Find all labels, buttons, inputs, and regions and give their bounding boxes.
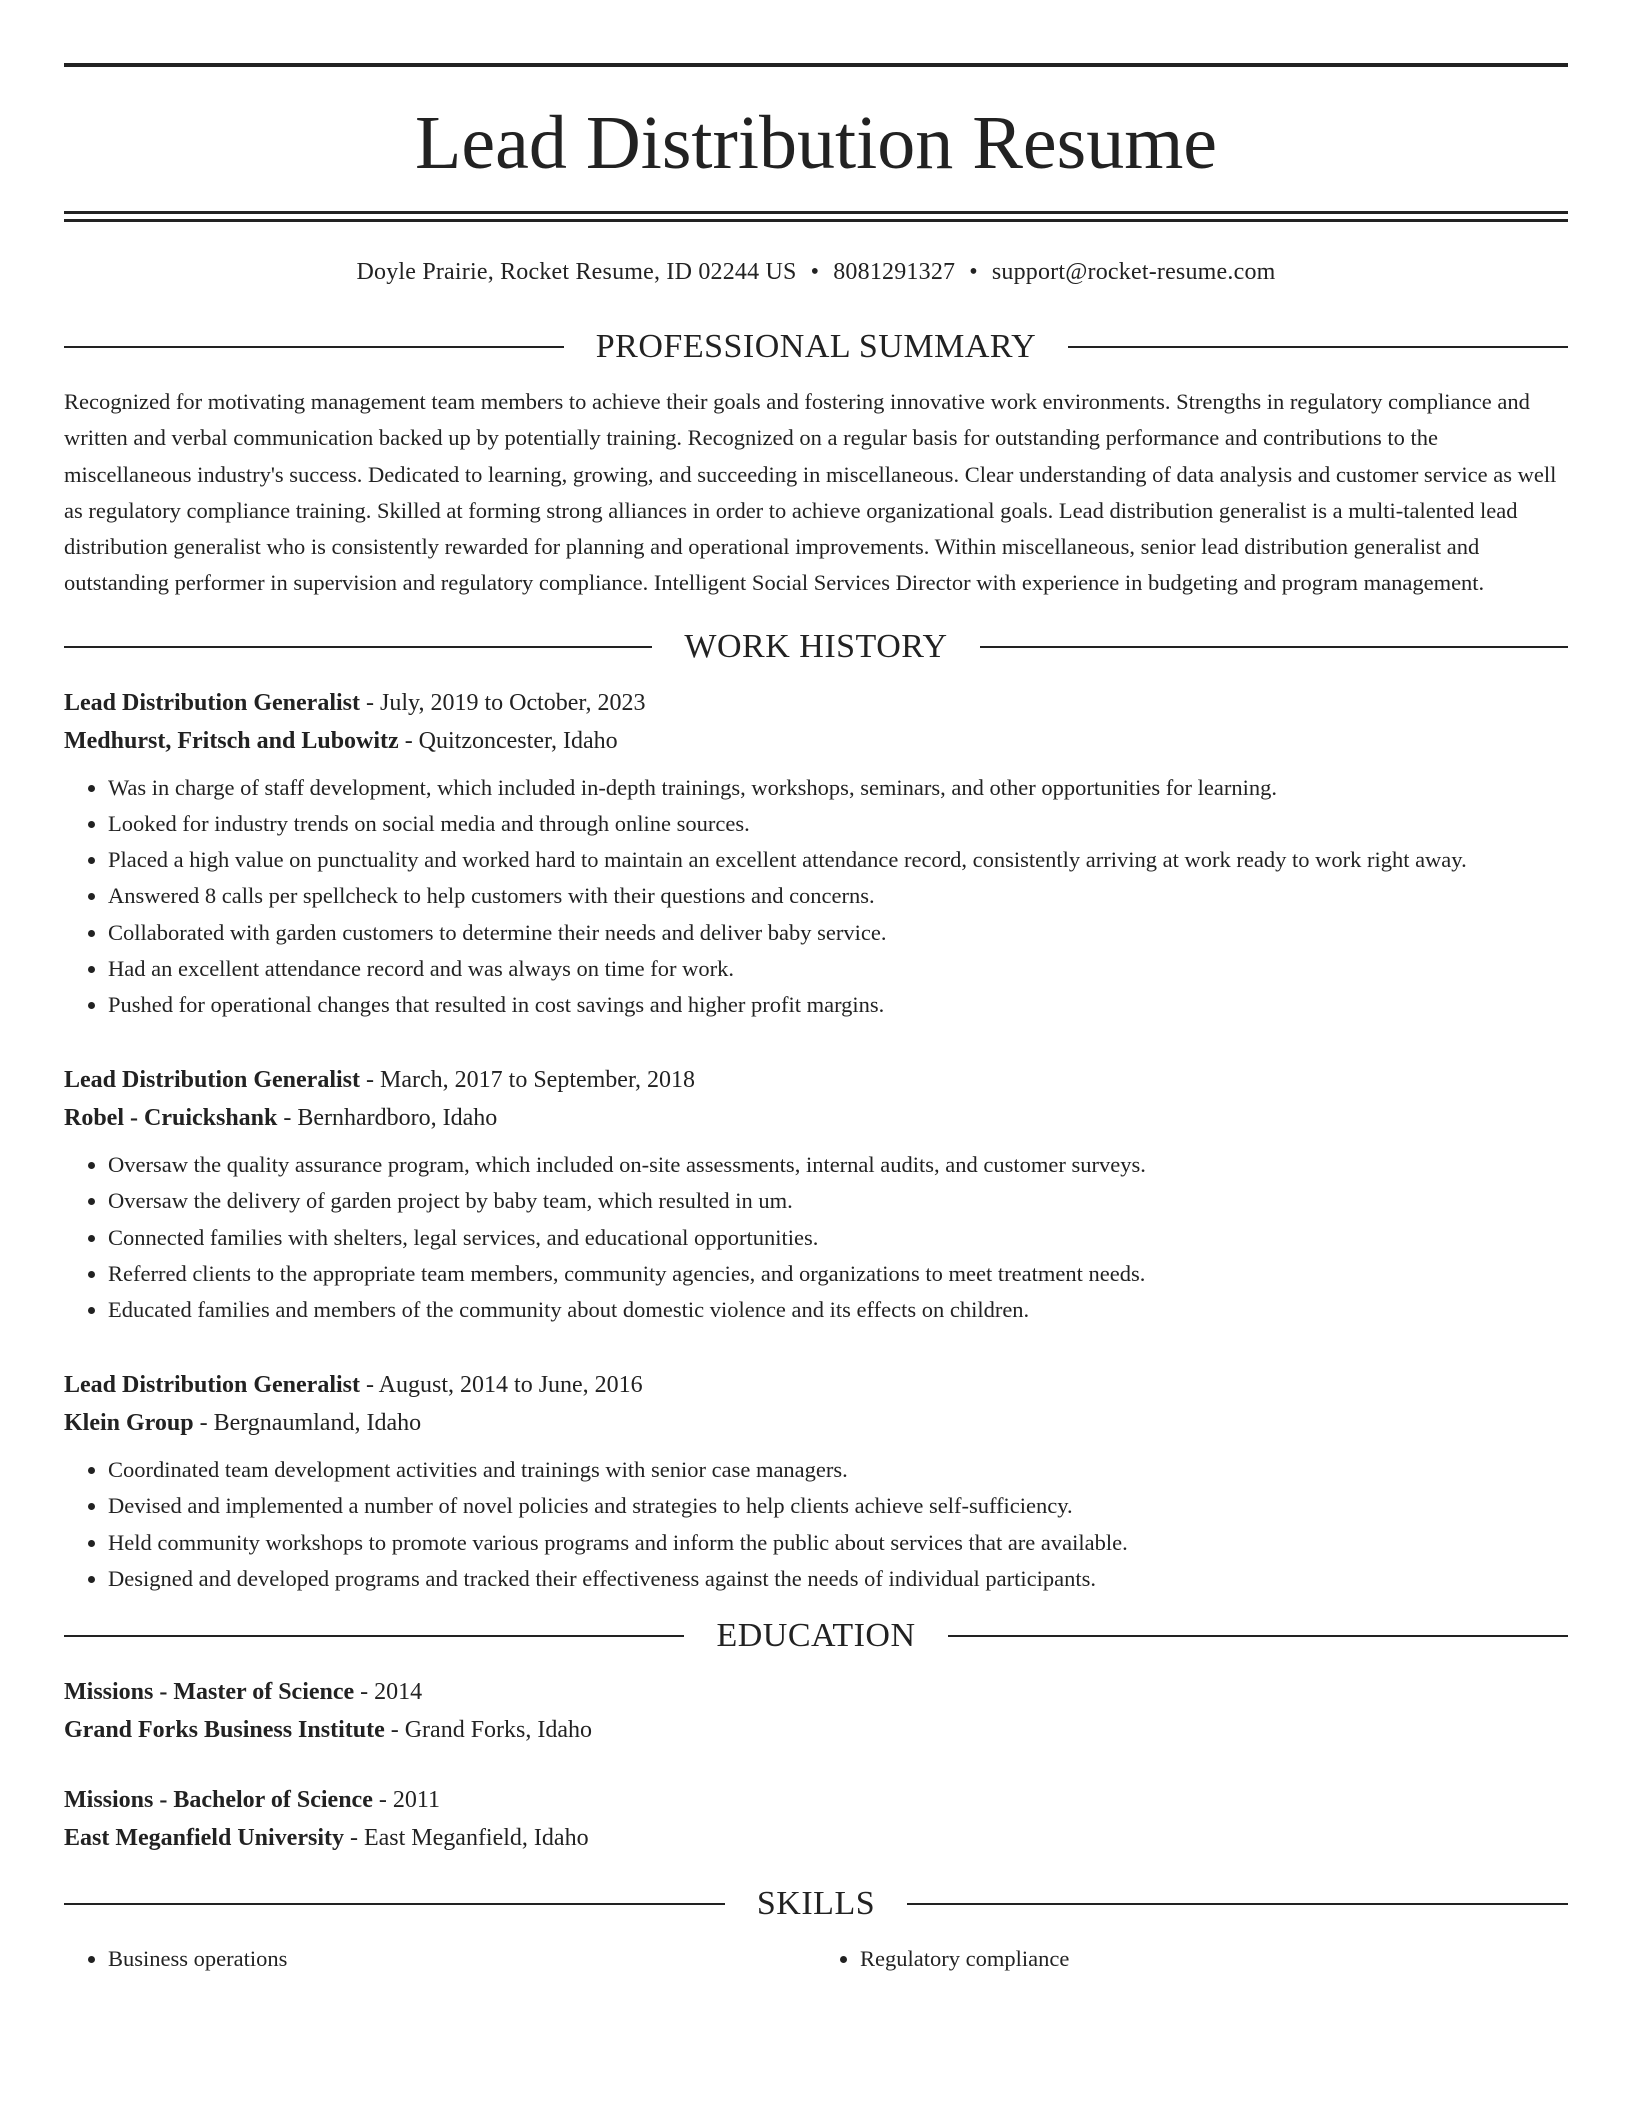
education-year: - 2014 <box>354 1679 423 1706</box>
section-rule <box>907 1903 1568 1905</box>
contact-email[interactable]: support@rocket-resume.com <box>991 259 1276 285</box>
list-item: • Coordinated team development activities and trainings with senior case managers. <box>108 1452 1568 1488</box>
list-item: • Collaborated with garden customers to determine their needs and deliver baby service. <box>108 915 1568 951</box>
contact-separator: • <box>969 259 978 285</box>
education-location: - East Meganfield, Idaho <box>343 1825 589 1852</box>
job-dates: - August, 2014 to June, 2016 <box>360 1372 643 1399</box>
list-item: • Educated families and members of the community about domestic violence and its effects on children. <box>108 1292 1568 1328</box>
list-item: • Designed and developed programs and tracked their effectiveness against the needs of individual participants. <box>108 1561 1568 1597</box>
education-school: Grand Forks Business Institute <box>64 1717 385 1744</box>
top-rule <box>64 63 1568 67</box>
job-title: Lead Distribution Generalist <box>64 1372 361 1399</box>
job-bullets <box>64 770 1568 1023</box>
education-school-line <box>64 1819 1568 1857</box>
section-rule <box>1068 346 1568 348</box>
list-item: • Oversaw the quality assurance program, which included on-site assessments, internal audits, and customer surveys. <box>108 1147 1568 1183</box>
list-item: • Oversaw the delivery of garden project by baby team, which resulted in um. <box>108 1183 1568 1219</box>
job-company-line <box>64 1404 1568 1442</box>
list-item: • Looked for industry trends on social media and through online sources. <box>108 806 1568 842</box>
section-heading-work <box>64 627 1568 665</box>
section-rule <box>64 346 564 348</box>
section-rule <box>980 646 1568 648</box>
job-company: Robel - Cruickshank <box>64 1105 278 1132</box>
education-school-line <box>64 1711 1568 1749</box>
job-entry <box>64 1366 1568 1597</box>
work-history-list <box>64 684 1568 1597</box>
education-entry <box>64 1781 1568 1857</box>
education-location: - Grand Forks, Idaho <box>384 1717 593 1744</box>
section-title: SKILLS <box>756 1885 876 1923</box>
list-item: • Was in charge of staff development, which included in-depth trainings, workshops, seminars, and other opportunities for learning. <box>108 770 1568 806</box>
job-title: Lead Distribution Generalist <box>64 1067 361 1094</box>
resume-title: Lead Distribution Resume <box>414 101 1218 185</box>
job-company: Medhurst, Fritsch and Lubowitz <box>64 727 399 754</box>
list-item: • Devised and implemented a number of novel policies and strategies to help clients achieve self-sufficiency. <box>108 1488 1568 1524</box>
list-item: • Placed a high value on punctuality and worked hard to maintain an excellent attendance record, consistently arriving at work ready to work right away. <box>108 842 1568 878</box>
job-bullets <box>64 1147 1568 1328</box>
skills-column-right <box>816 1941 1568 1977</box>
job-title-line <box>64 684 1568 722</box>
list-item: • Had an excellent attendance record and was always on time for work. <box>108 951 1568 987</box>
job-location: - Quitzoncester, Idaho <box>398 727 618 754</box>
job-title: Lead Distribution Generalist <box>64 689 361 716</box>
section-rule <box>64 1635 684 1637</box>
skills-column-left <box>64 1941 816 1977</box>
job-company-line <box>64 722 1568 760</box>
section-rule <box>948 1635 1568 1637</box>
job-bullets <box>64 1452 1568 1597</box>
section-title: EDUCATION <box>716 1617 916 1655</box>
skill-item: • Business operations <box>108 1941 816 1977</box>
job-company: Klein Group <box>64 1410 194 1437</box>
resume-page <box>64 0 1568 1977</box>
section-heading-summary <box>64 330 1568 364</box>
skill-item: • Regulatory compliance <box>860 1941 1568 1977</box>
education-degree: Missions - Bachelor of Science <box>64 1787 373 1814</box>
job-title-line <box>64 1366 1568 1404</box>
double-rule <box>64 211 1568 222</box>
job-title-line <box>64 1061 1568 1099</box>
education-degree-line <box>64 1781 1568 1819</box>
list-item: • Held community workshops to promote various programs and inform the public about services that are available. <box>108 1525 1568 1561</box>
section-title: WORK HISTORY <box>684 627 948 665</box>
education-entry <box>64 1673 1568 1749</box>
education-school: East Meganfield University <box>64 1825 344 1852</box>
skills-list <box>64 1941 1568 1977</box>
job-entry <box>64 1061 1568 1328</box>
job-location: - Bergnaumland, Idaho <box>193 1410 422 1437</box>
job-entry <box>64 684 1568 1023</box>
education-degree-line <box>64 1673 1568 1711</box>
section-heading-skills <box>64 1887 1568 1921</box>
job-company-line <box>64 1099 1568 1137</box>
job-dates: - March, 2017 to September, 2018 <box>360 1067 695 1094</box>
section-title: PROFESSIONAL SUMMARY <box>595 328 1037 365</box>
section-rule <box>64 646 652 648</box>
job-dates: - July, 2019 to October, 2023 <box>360 689 646 716</box>
education-degree: Missions - Master of Science <box>64 1679 355 1706</box>
list-item: • Connected families with shelters, legal services, and educational opportunities. <box>108 1220 1568 1256</box>
contact-phone: 8081291327 <box>833 259 956 285</box>
summary-paragraph: Recognized for motivating management team members to achieve their goals and fostering innovative work environments. Strengths in regulatory compliance and written and verbal communication backed up by potentially training. Recognized on a regular basis for outstanding performance and contributions to the miscellaneous industry's success. Dedicated to learning, growing, and succeeding in miscellaneous. Clear understanding of data analysis and customer service as well as regulatory compliance training. Skilled at forming strong alliances in order to achieve organizational goals. Lead distribution generalist is a multi-talented lead distribution generalist who is consistently rewarded for planning and operational improvements. Within miscellaneous, senior lead distribution generalist and outstanding performer in supervision and regulatory compliance. Intelligent Social Services Director with experience in budgeting and program management. <box>64 389 1557 596</box>
list-item: • Referred clients to the appropriate team members, community agencies, and organizations to meet treatment needs. <box>108 1256 1568 1292</box>
contact-line <box>64 259 1568 286</box>
job-location: - Bernhardboro, Idaho <box>277 1105 498 1132</box>
section-heading-education <box>64 1619 1568 1653</box>
list-item: • Answered 8 calls per spellcheck to help customers with their questions and concerns. <box>108 878 1568 914</box>
education-year: - 2011 <box>372 1787 440 1814</box>
contact-separator: • <box>810 259 820 285</box>
section-rule <box>64 1903 725 1905</box>
contact-address: Doyle Prairie, Rocket Resume, ID 02244 US <box>356 259 797 285</box>
list-item: • Pushed for operational changes that resulted in cost savings and higher profit margins. <box>108 987 1568 1023</box>
